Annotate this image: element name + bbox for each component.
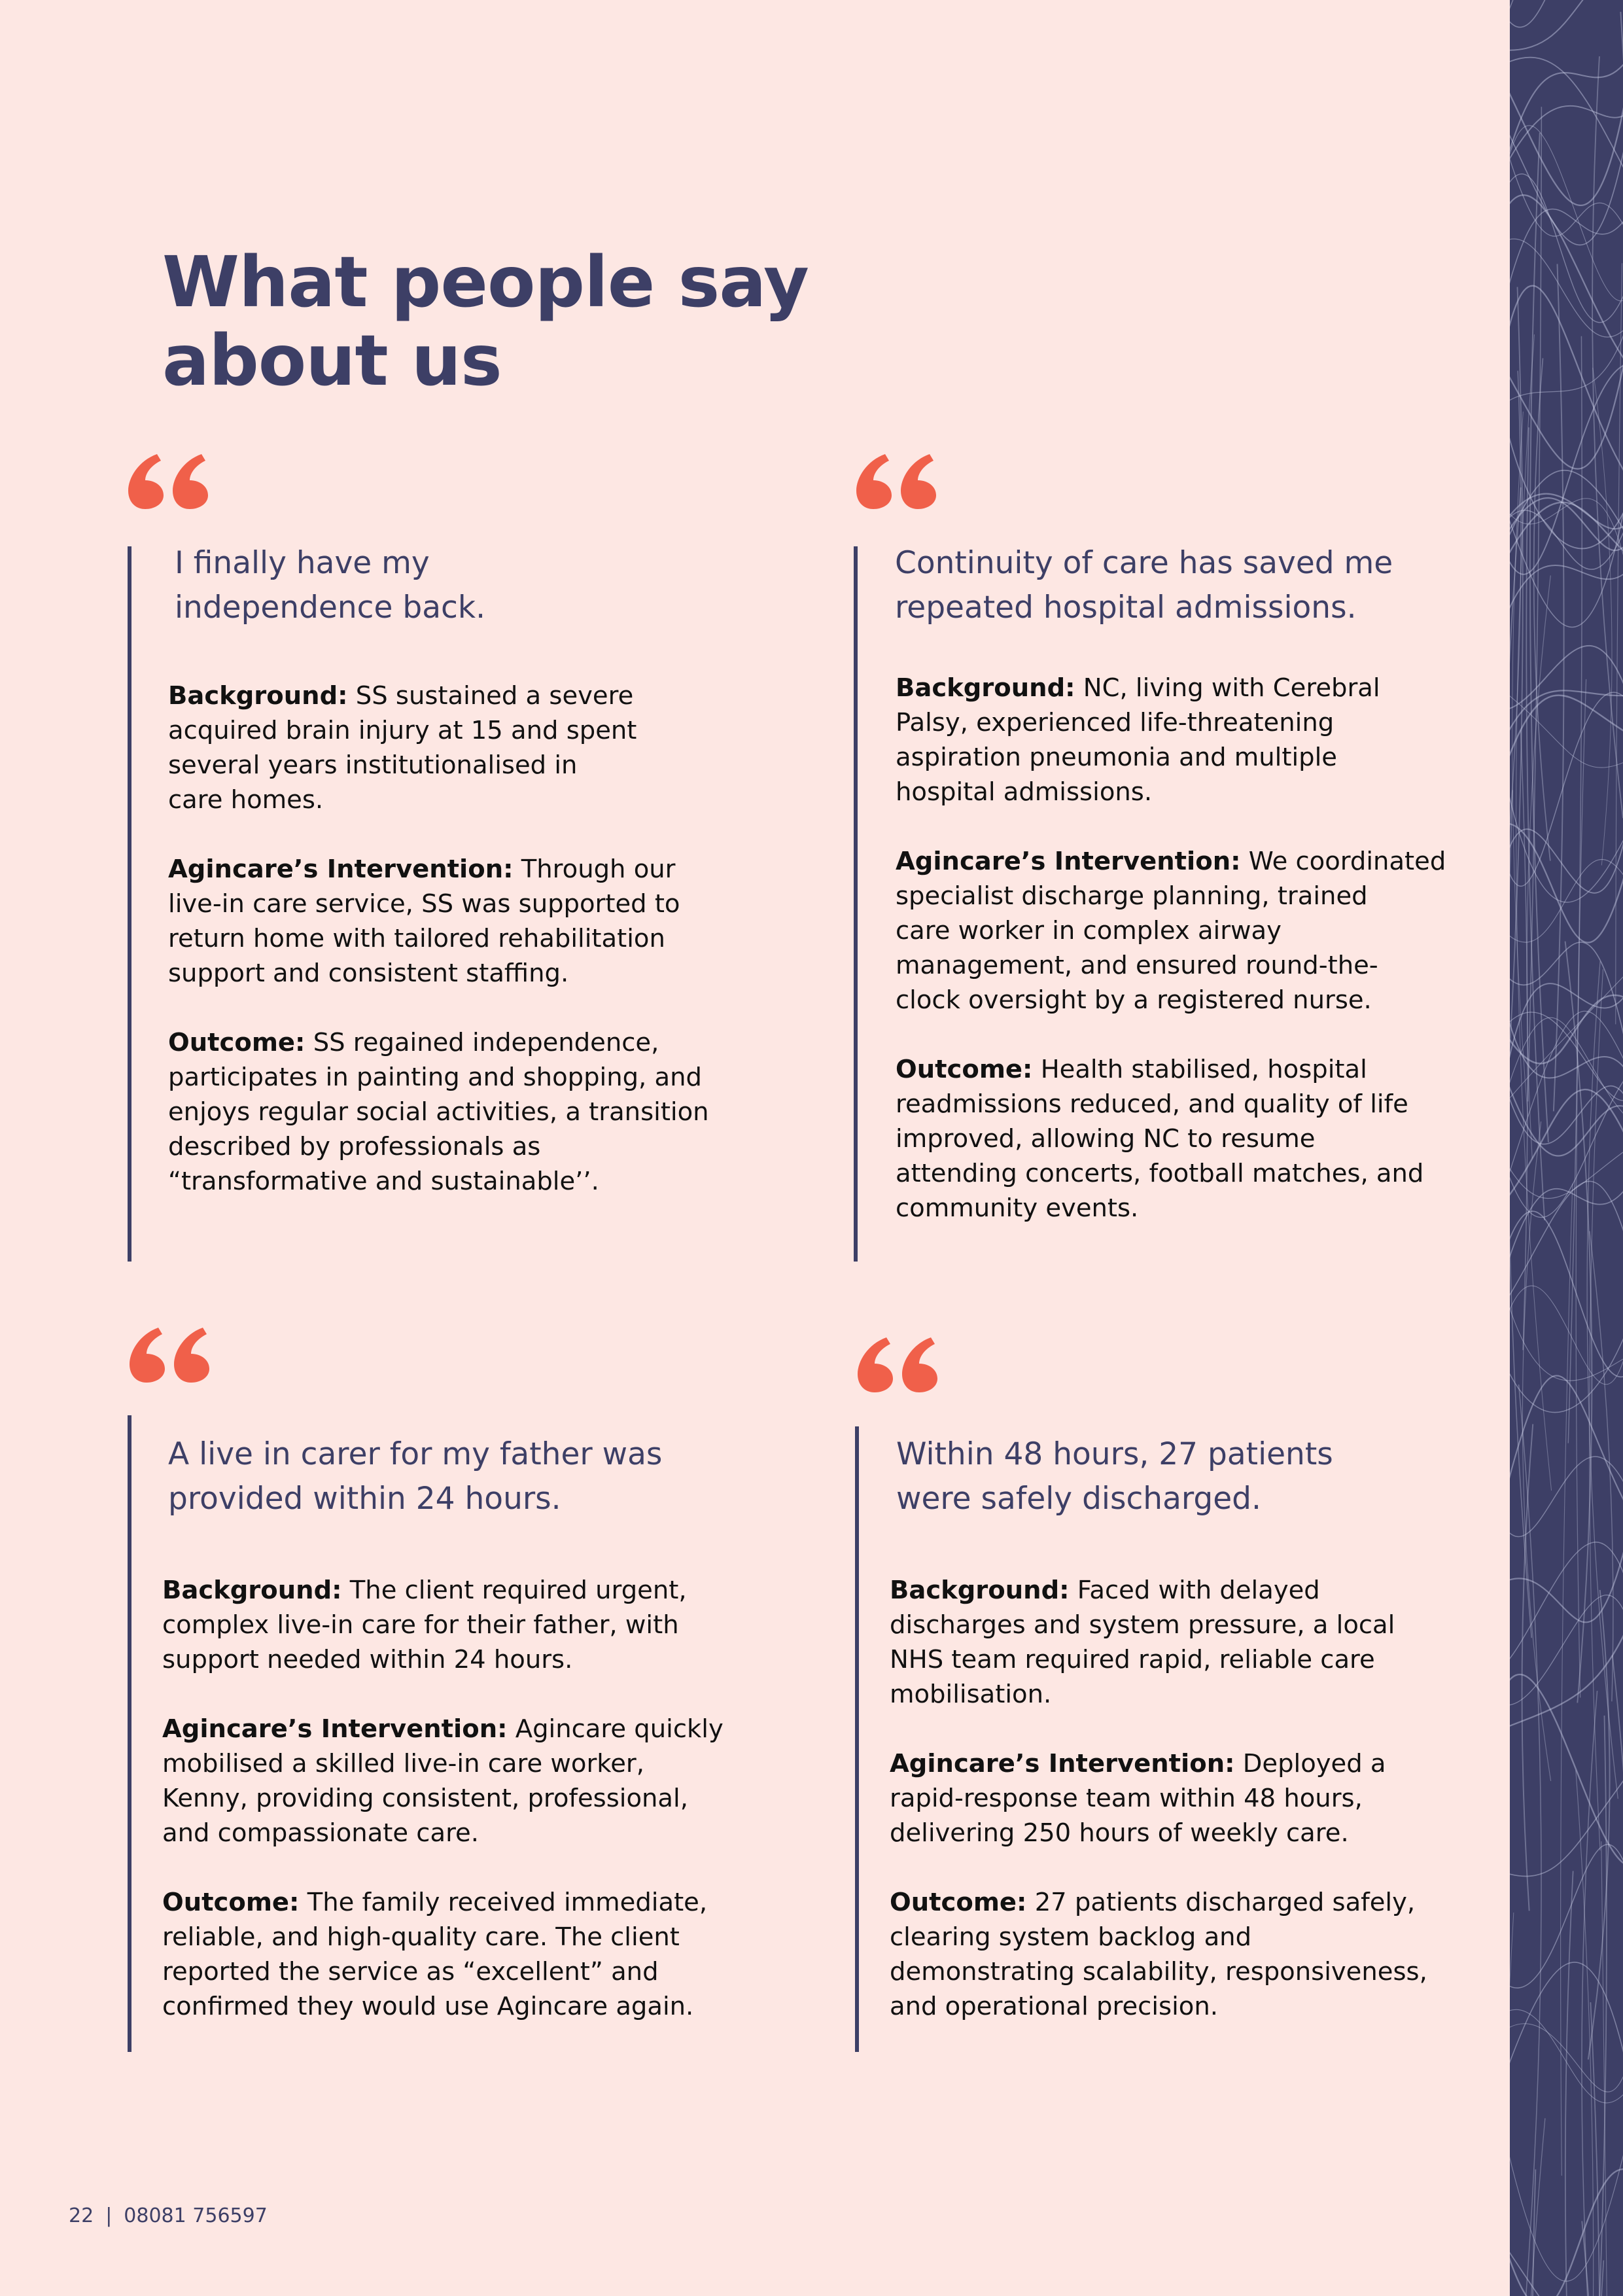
outcome-paragraph: Outcome: The family received immediate, reliable, and high-quality care. The client reported the service as “excellent” and confirmed they would use Agincare again. (162, 1888, 708, 2021)
outcome-paragraph: Outcome: SS regained independence, participates in painting and shopping, and enjoys regular social activities, a transition described by professionals as “transformative and sustainable’’. (168, 1028, 709, 1196)
background-paragraph: Background: Faced with delayed discharges and system pressure, a local NHS team required rapid, reliable care mobilisation. (890, 1576, 1395, 1709)
title-line: What people say (162, 242, 809, 323)
card-divider (128, 546, 131, 1262)
mesh-line (1510, 1272, 1623, 1385)
card-divider (854, 546, 858, 1262)
intervention-paragraph: Agincare’s Intervention: Through our live-in care service, SS was supported to return home with tailored rehabilitation support and consistent staffing. (168, 855, 680, 988)
quote-mark-icon (856, 1336, 937, 1394)
mesh-line (1512, 412, 1528, 1117)
outcome-paragraph: Outcome: Health stabilised, hospital readmissions reduced, and quality of life improved, allowing NC to resume attending concerts, football matches, and community events. (896, 1055, 1424, 1223)
testimonial-body (162, 1573, 724, 2024)
phone-number[interactable]: 08081 756597 (124, 2204, 268, 2227)
page-title (162, 243, 882, 400)
mesh-line (1510, 0, 1623, 27)
testimonial-quote: Within 48 hours, 27 patients were safely discharged. (896, 1436, 1333, 1517)
testimonial-quote: I finally have my independence back. (175, 545, 486, 626)
quote-mark-icon (127, 453, 208, 510)
mesh-line (1576, 679, 1586, 1697)
decorative-sidebar (1510, 0, 1623, 2296)
mesh-line (1514, 1385, 1541, 2296)
card-divider (128, 1415, 131, 2052)
intervention-paragraph: Agincare’s Intervention: Agincare quickly mobilised a skilled live-in care worker, Kenny, providing consistent, professional, and compassionate care. (162, 1714, 724, 1848)
mesh-line (1532, 2170, 1544, 2296)
mesh-line (1510, 115, 1623, 264)
background-paragraph: Background: The client required urgent, complex live-in care for their father, with support needed within 24 hours. (162, 1576, 687, 1674)
mesh-line (1582, 1691, 1616, 2296)
intervention-paragraph: Agincare’s Intervention: Deployed a rapid-response team within 48 hours, delivering 250 hours of weekly care. (890, 1749, 1386, 1848)
quote-mark-icon (128, 1326, 209, 1384)
mesh-line (1613, 1655, 1623, 2296)
mesh-line (1620, 12, 1623, 480)
mesh-line (1510, 1211, 1623, 1377)
page-number: 22 (69, 2204, 94, 2227)
mesh-line (1510, 1913, 1514, 2296)
background-paragraph: Background: SS sustained a severe acquired brain injury at 15 and spent several years institutionalised in care homes. (168, 681, 637, 815)
background-paragraph: Background: NC, living with Cerebral Palsy, experienced life-threatening aspiration pneumonia and multiple hospital admissions. (896, 673, 1380, 807)
footer-separator: | (105, 2204, 113, 2227)
mesh-line (1590, 2002, 1599, 2296)
testimonial-body (896, 671, 1446, 1226)
title-line: about us (162, 321, 502, 402)
quote-mark-icon (855, 453, 936, 510)
mesh-pattern (1510, 0, 1623, 2296)
card-divider (855, 1426, 859, 2052)
mesh-line (1510, 52, 1623, 245)
mesh-line (1510, 1290, 1623, 1412)
outcome-paragraph: Outcome: 27 patients discharged safely, clearing system backlog and demonstrating scalability, responsiveness, and operational precision. (890, 1888, 1427, 2021)
mesh-line (1565, 2221, 1601, 2296)
testimonial-body (168, 679, 709, 1199)
mesh-line (1510, 1478, 1623, 1622)
intervention-paragraph: Agincare’s Intervention: We coordinated specialist discharge planning, trained care worker in complex airway management, and ensured round-the- clock oversight by a registered nurse. (896, 847, 1446, 1015)
mesh-line (1510, 274, 1623, 409)
page-footer (69, 2203, 268, 2229)
mesh-line (1510, 96, 1623, 183)
testimonial-quote: Continuity of care has saved me repeated hospital admissions. (895, 545, 1393, 626)
testimonial-quote: A live in carer for my father was provided within 24 hours. (168, 1436, 663, 1517)
testimonial-body (890, 1573, 1427, 2024)
mesh-line (1510, 812, 1623, 943)
